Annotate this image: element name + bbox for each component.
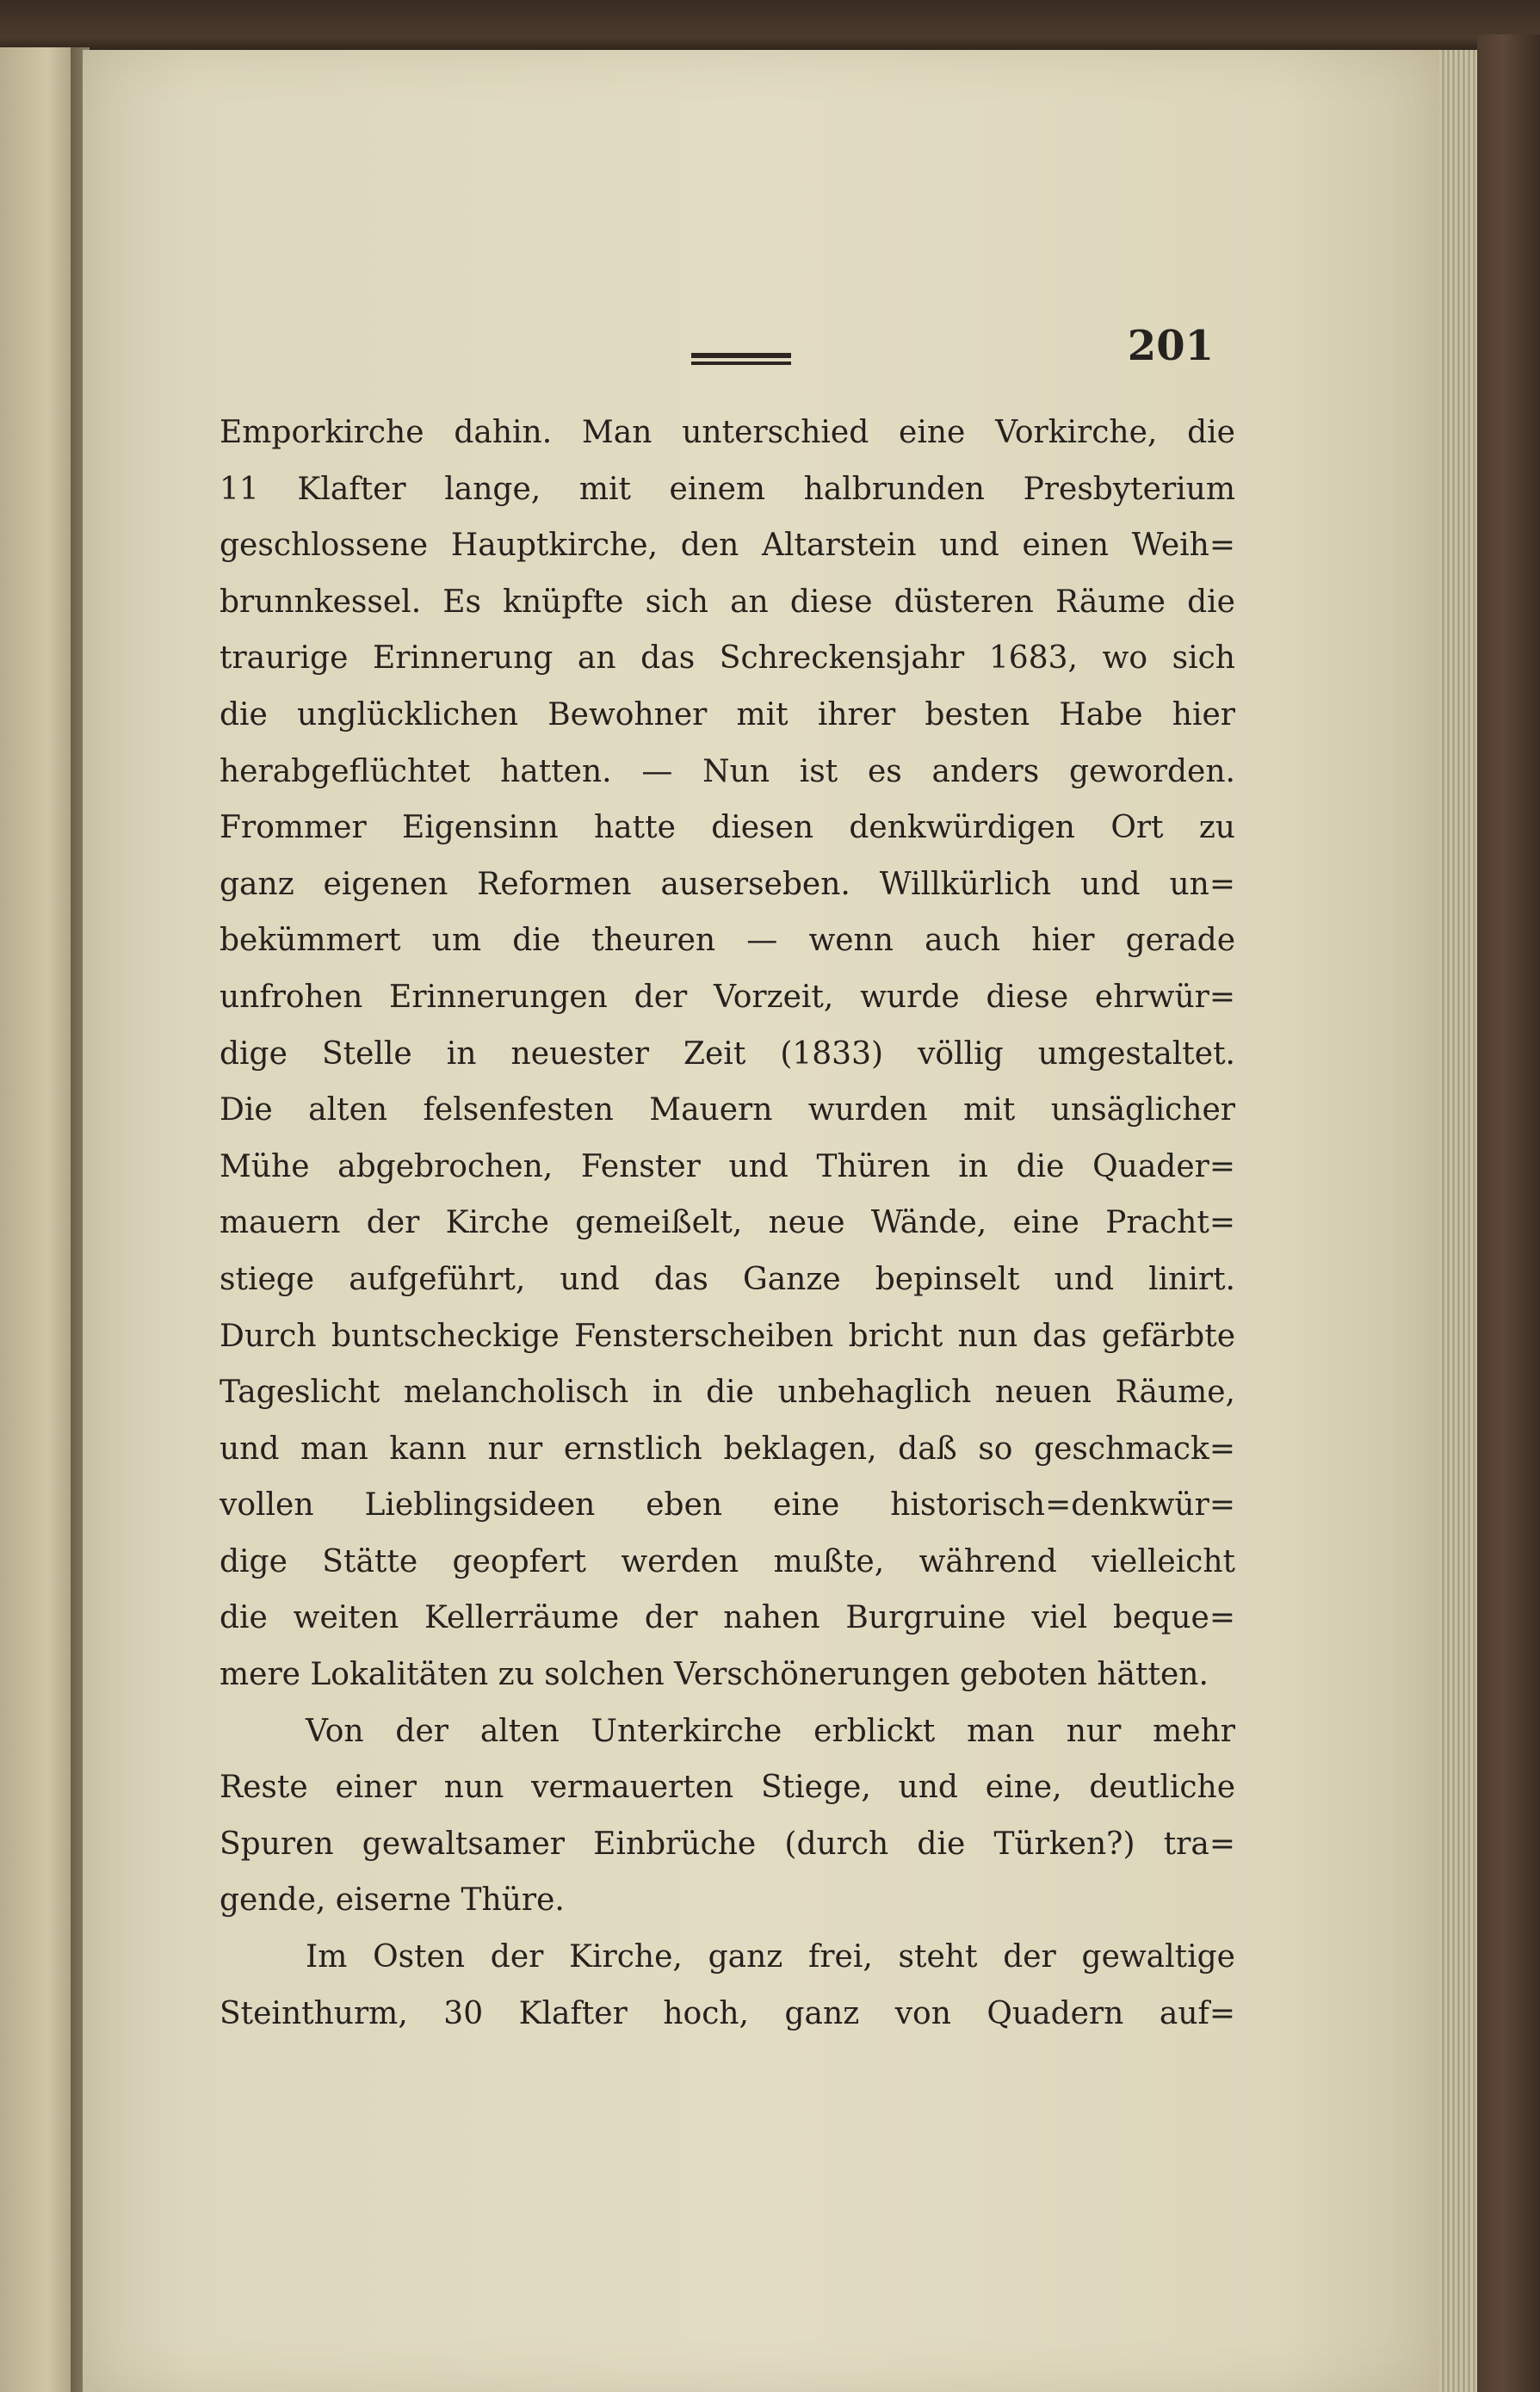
text-line: Von der alten Unterkirche erblickt man nur mehr (306, 1713, 1235, 1749)
text-line: die weiten Kellerräume der nahen Burgruine viel beque= (220, 1600, 1235, 1636)
text-line: Die alten felsenfesten Mauern wurden mit unsäglicher (220, 1092, 1235, 1128)
book-binding-top (0, 0, 1540, 53)
text-line: Emporkirche dahin. Man unterschied eine Vorkirche, die (220, 415, 1235, 450)
text-line: ganz eigenen Reformen auserseben. Willkürlich und un= (220, 866, 1235, 902)
text-line: Reste einer nun vermauerten Stiege, und eine, deutliche (220, 1770, 1235, 1806)
text-line: 11 Klafter lange, mit einem halbrunden Presbyterium (220, 471, 1235, 507)
text-line: Tageslicht melancholisch in die unbehaglich neuen Räume, (220, 1375, 1235, 1411)
facing-page-edge (0, 47, 79, 2392)
text-line: vollen Lieblingsideen eben eine historisch=denkwür= (220, 1487, 1235, 1524)
text-line: Mühe abgebrochen, Fenster und Thüren in die Quader= (220, 1148, 1235, 1184)
text-line: herabgeflüchtet hatten. — Nun ist es anders geworden. (220, 753, 1235, 789)
text-line: brunnkessel. Es knüpfte sich an diese düsteren Räume die (220, 584, 1235, 620)
header-rule (691, 353, 791, 365)
text-line: geschlossene Hauptkirche, den Altarstein und einen Weih= (220, 528, 1235, 564)
text-line: gende, eiserne Thüre. (220, 1882, 565, 1919)
text-line: die unglücklichen Bewohner mit ihrer besten Habe hier (220, 696, 1235, 732)
text-line: traurige Erinnerung an das Schreckensjahr 1683, wo sich (220, 640, 1235, 677)
text-line: Im Osten der Kirche, ganz frei, steht der gewaltige (306, 1939, 1235, 1975)
book-cover-edge (1477, 34, 1540, 2392)
text-line: unfrohen Erinnerungen der Vorzeit, wurde diese ehrwür= (220, 979, 1235, 1015)
text-line: dige Stelle in neuester Zeit (1833) völlig umgestaltet. (220, 1035, 1235, 1072)
page-edges (1439, 50, 1477, 2392)
text-line: dige Stätte geopfert werden mußte, während vielleicht (220, 1543, 1235, 1579)
text-line: Durch buntscheckige Fensterscheiben bricht nun das gefärbte (220, 1318, 1235, 1354)
text-line: stiege aufgeführt, und das Ganze bepinselt und linirt. (220, 1261, 1235, 1297)
text-line: mauern der Kirche gemeißelt, neue Wände, eine Pracht= (220, 1205, 1235, 1241)
text-line: und man kann nur ernstlich beklagen, daß so geschmack= (220, 1431, 1235, 1467)
text-line: Steinthurm, 30 Klafter hoch, ganz von Quadern auf= (220, 1995, 1235, 2031)
page-number: 201 (1127, 322, 1214, 370)
text-line: mere Lokalitäten zu solchen Verschönerungen geboten hätten. (220, 1657, 1209, 1693)
text-line: Spuren gewaltsamer Einbrüche (durch die Türken?) tra= (220, 1826, 1235, 1862)
body-text (220, 405, 1235, 2042)
text-line: bekümmert um die theuren — wenn auch hier gerade (220, 923, 1235, 959)
text-line: Frommer Eigensinn hatte diesen denkwürdigen Ort zu (220, 810, 1235, 846)
